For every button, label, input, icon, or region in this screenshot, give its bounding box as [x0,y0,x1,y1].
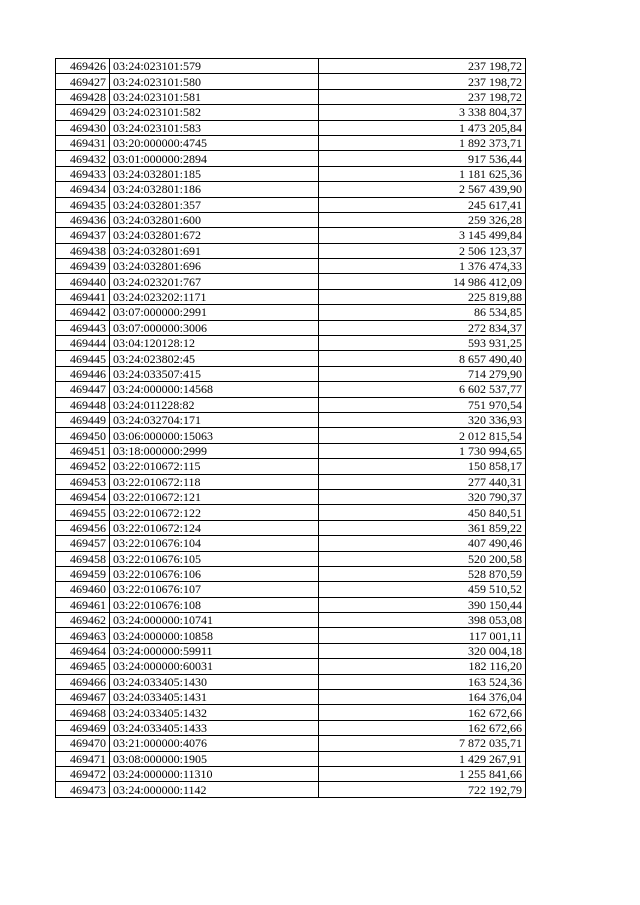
cadastral-number-cell: 03:24:023101:580 [110,74,319,89]
row-number-cell: 469460 [56,582,110,597]
table-row [56,536,526,551]
table-row [56,782,526,797]
cadastral-number-cell: 03:22:010676:108 [110,597,319,612]
row-number-cell: 469447 [56,382,110,397]
cadastral-value-cell: 722 192,79 [319,782,526,797]
row-number-cell: 469436 [56,212,110,227]
cadastral-number-cell: 03:22:010676:106 [110,566,319,581]
table-row [56,459,526,474]
table-row [56,659,526,674]
row-number-cell: 469473 [56,782,110,797]
row-number-cell: 469444 [56,336,110,351]
cadastral-value-cell: 182 116,20 [319,659,526,674]
cadastral-value-cell: 520 200,58 [319,551,526,566]
row-number-cell: 469445 [56,351,110,366]
cadastral-number-cell: 03:24:000000:11310 [110,766,319,781]
table-row [56,505,526,520]
cadastral-number-cell: 03:24:032801:672 [110,228,319,243]
cadastral-number-cell: 03:01:000000:2894 [110,151,319,166]
cadastral-number-cell: 03:08:000000:1905 [110,751,319,766]
cadastral-value-cell: 2 506 123,37 [319,243,526,258]
row-number-cell: 469470 [56,736,110,751]
cadastral-value-cell: 86 534,85 [319,305,526,320]
row-number-cell: 469468 [56,705,110,720]
table-row [56,628,526,643]
row-number-cell: 469467 [56,690,110,705]
cadastral-value-cell: 390 150,44 [319,597,526,612]
cadastral-value-cell: 7 872 035,71 [319,736,526,751]
table-row [56,690,526,705]
table-row [56,351,526,366]
cadastral-number-cell: 03:24:023101:579 [110,59,319,74]
cadastral-number-cell: 03:24:000000:10858 [110,628,319,643]
row-number-cell: 469464 [56,643,110,658]
cadastral-number-cell: 03:24:033405:1432 [110,705,319,720]
row-number-cell: 469461 [56,597,110,612]
row-number-cell: 469435 [56,197,110,212]
cadastral-number-cell: 03:24:023201:767 [110,274,319,289]
row-number-cell: 469449 [56,412,110,427]
row-number-cell: 469438 [56,243,110,258]
cadastral-number-cell: 03:24:033507:415 [110,366,319,381]
table-row [56,305,526,320]
cadastral-value-cell: 2 012 815,54 [319,428,526,443]
table-row [56,135,526,150]
cadastral-number-cell: 03:24:023101:583 [110,120,319,135]
table-row [56,443,526,458]
cadastral-number-cell: 03:24:032801:600 [110,212,319,227]
table-row [56,59,526,74]
row-number-cell: 469462 [56,613,110,628]
cadastral-value-cell: 714 279,90 [319,366,526,381]
row-number-cell: 469430 [56,120,110,135]
table-row [56,613,526,628]
row-number-cell: 469456 [56,520,110,535]
cadastral-value-cell: 593 931,25 [319,336,526,351]
row-number-cell: 469439 [56,259,110,274]
cadastral-number-cell: 03:21:000000:4076 [110,736,319,751]
cadastral-number-cell: 03:24:032801:691 [110,243,319,258]
table-row [56,320,526,335]
table-row [56,212,526,227]
cadastral-value-cell: 237 198,72 [319,74,526,89]
cadastral-value-cell: 3 338 804,37 [319,105,526,120]
table-row [56,182,526,197]
cadastral-number-cell: 03:24:032704:171 [110,412,319,427]
cadastral-value-cell: 1 730 994,65 [319,443,526,458]
row-number-cell: 469463 [56,628,110,643]
table-row [56,751,526,766]
table-row [56,520,526,535]
cadastral-value-cell: 259 326,28 [319,212,526,227]
table-row [56,228,526,243]
cadastral-number-cell: 03:22:010672:118 [110,474,319,489]
cadastral-number-cell: 03:24:023101:581 [110,89,319,104]
cadastral-value-table [55,58,526,798]
cadastral-value-cell: 528 870,59 [319,566,526,581]
row-number-cell: 469441 [56,289,110,304]
row-number-cell: 469428 [56,89,110,104]
table-row [56,428,526,443]
cadastral-number-cell: 03:24:033405:1431 [110,690,319,705]
table-row [56,289,526,304]
cadastral-number-cell: 03:24:000000:10741 [110,613,319,628]
table-row [56,582,526,597]
cadastral-value-cell: 14 986 412,09 [319,274,526,289]
table-row [56,597,526,612]
table-row [56,105,526,120]
cadastral-value-cell: 1 892 373,71 [319,135,526,150]
cadastral-value-cell: 320 336,93 [319,412,526,427]
cadastral-value-cell: 245 617,41 [319,197,526,212]
cadastral-number-cell: 03:24:032801:357 [110,197,319,212]
table-row [56,474,526,489]
cadastral-value-cell: 163 524,36 [319,674,526,689]
cadastral-number-cell: 03:04:120128:12 [110,336,319,351]
table-row [56,151,526,166]
cadastral-number-cell: 03:06:000000:15063 [110,428,319,443]
table-row [56,736,526,751]
cadastral-number-cell: 03:22:010676:104 [110,536,319,551]
table-row [56,74,526,89]
table-row [56,674,526,689]
cadastral-value-cell: 162 672,66 [319,705,526,720]
table-row [56,197,526,212]
cadastral-number-cell: 03:24:023101:582 [110,105,319,120]
cadastral-number-cell: 03:22:010672:122 [110,505,319,520]
table-row [56,551,526,566]
cadastral-value-cell: 398 053,08 [319,613,526,628]
row-number-cell: 469458 [56,551,110,566]
cadastral-value-cell: 8 657 490,40 [319,351,526,366]
cadastral-value-cell: 277 440,31 [319,474,526,489]
row-number-cell: 469451 [56,443,110,458]
cadastral-number-cell: 03:24:033405:1430 [110,674,319,689]
cadastral-number-cell: 03:24:032801:696 [110,259,319,274]
row-number-cell: 469443 [56,320,110,335]
cadastral-number-cell: 03:24:023802:45 [110,351,319,366]
table-row [56,89,526,104]
row-number-cell: 469427 [56,74,110,89]
cadastral-value-cell: 320 790,37 [319,489,526,504]
table-row [56,412,526,427]
cadastral-value-cell: 2 567 439,90 [319,182,526,197]
row-number-cell: 469434 [56,182,110,197]
row-number-cell: 469433 [56,166,110,181]
cadastral-number-cell: 03:24:000000:59911 [110,643,319,658]
cadastral-number-cell: 03:22:010672:121 [110,489,319,504]
cadastral-number-cell: 03:22:010672:115 [110,459,319,474]
cadastral-value-cell: 150 858,17 [319,459,526,474]
row-number-cell: 469446 [56,366,110,381]
cadastral-number-cell: 03:18:000000:2999 [110,443,319,458]
cadastral-value-cell: 225 819,88 [319,289,526,304]
cadastral-number-cell: 03:24:023202:1171 [110,289,319,304]
cadastral-value-cell: 320 004,18 [319,643,526,658]
cadastral-value-cell: 1 255 841,66 [319,766,526,781]
cadastral-value-cell: 1 429 267,91 [319,751,526,766]
row-number-cell: 469457 [56,536,110,551]
row-number-cell: 469450 [56,428,110,443]
table-row [56,166,526,181]
row-number-cell: 469453 [56,474,110,489]
table-row [56,243,526,258]
row-number-cell: 469442 [56,305,110,320]
table-row [56,366,526,381]
cadastral-value-cell: 459 510,52 [319,582,526,597]
cadastral-number-cell: 03:07:000000:2991 [110,305,319,320]
cadastral-value-cell: 6 602 537,77 [319,382,526,397]
cadastral-value-cell: 3 145 499,84 [319,228,526,243]
cadastral-value-cell: 1 376 474,33 [319,259,526,274]
cadastral-value-cell: 751 970,54 [319,397,526,412]
row-number-cell: 469455 [56,505,110,520]
cadastral-number-cell: 03:24:000000:60031 [110,659,319,674]
table-row [56,397,526,412]
cadastral-number-cell: 03:20:000000:4745 [110,135,319,150]
cadastral-number-cell: 03:24:032801:186 [110,182,319,197]
table-row [56,766,526,781]
row-number-cell: 469437 [56,228,110,243]
row-number-cell: 469465 [56,659,110,674]
cadastral-value-cell: 237 198,72 [319,89,526,104]
cadastral-number-cell: 03:24:032801:185 [110,166,319,181]
row-number-cell: 469432 [56,151,110,166]
cadastral-value-cell: 1 181 625,36 [319,166,526,181]
cadastral-number-cell: 03:22:010676:107 [110,582,319,597]
row-number-cell: 469469 [56,720,110,735]
row-number-cell: 469440 [56,274,110,289]
cadastral-value-cell: 1 473 205,84 [319,120,526,135]
cadastral-value-cell: 361 859,22 [319,520,526,535]
table-row [56,705,526,720]
row-number-cell: 469454 [56,489,110,504]
cadastral-number-cell: 03:24:011228:82 [110,397,319,412]
row-number-cell: 469426 [56,59,110,74]
row-number-cell: 469459 [56,566,110,581]
cadastral-value-cell: 237 198,72 [319,59,526,74]
row-number-cell: 469472 [56,766,110,781]
table-row [56,259,526,274]
table-row [56,274,526,289]
row-number-cell: 469452 [56,459,110,474]
row-number-cell: 469448 [56,397,110,412]
table-row [56,336,526,351]
cadastral-value-cell: 164 376,04 [319,690,526,705]
table-row [56,382,526,397]
cadastral-value-cell: 407 490,46 [319,536,526,551]
row-number-cell: 469471 [56,751,110,766]
cadastral-value-cell: 117 001,11 [319,628,526,643]
cadastral-value-cell: 162 672,66 [319,720,526,735]
cadastral-value-cell: 917 536,44 [319,151,526,166]
row-number-cell: 469466 [56,674,110,689]
table-row [56,643,526,658]
table-row [56,120,526,135]
cadastral-number-cell: 03:07:000000:3006 [110,320,319,335]
cadastral-number-cell: 03:24:000000:14568 [110,382,319,397]
table-row [56,720,526,735]
cadastral-number-cell: 03:22:010676:105 [110,551,319,566]
table-row [56,489,526,504]
cadastral-number-cell: 03:24:000000:1142 [110,782,319,797]
row-number-cell: 469429 [56,105,110,120]
row-number-cell: 469431 [56,135,110,150]
cadastral-number-cell: 03:22:010672:124 [110,520,319,535]
cadastral-value-cell: 272 834,37 [319,320,526,335]
cadastral-number-cell: 03:24:033405:1433 [110,720,319,735]
table-row [56,566,526,581]
table-body [56,59,526,798]
cadastral-value-cell: 450 840,51 [319,505,526,520]
